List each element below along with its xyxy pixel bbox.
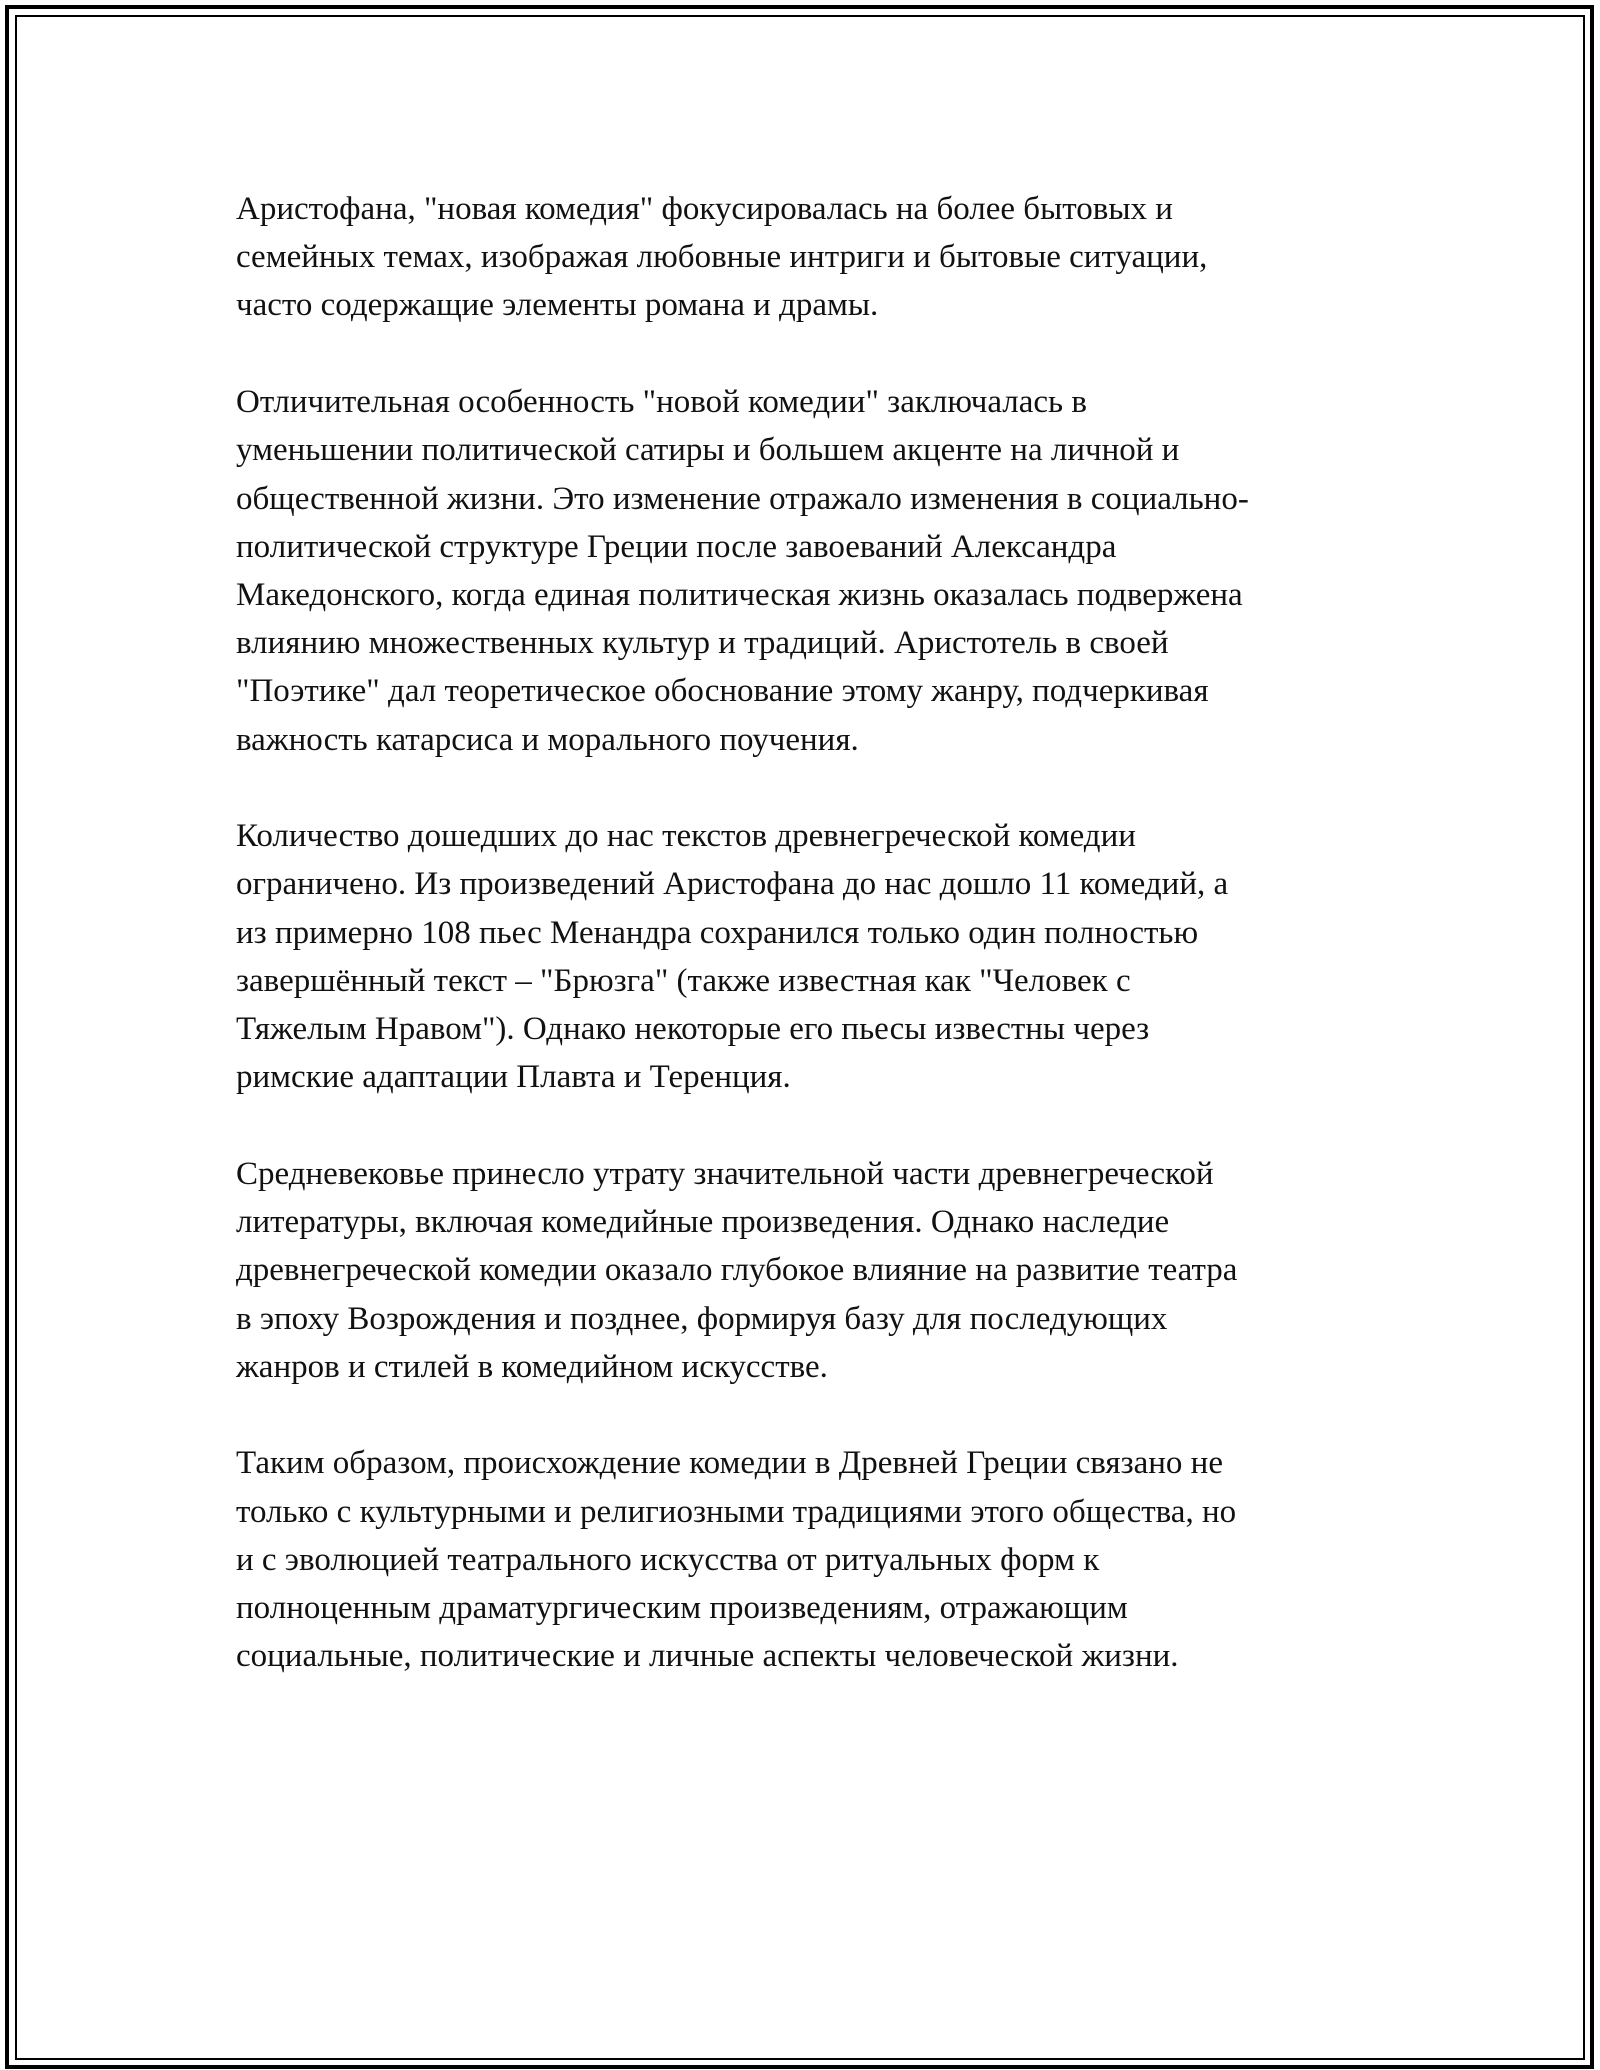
text-line: социальные, политические и личные аспекты человеческой жизни. xyxy=(236,1638,1179,1675)
text-line: Количество дошедших до нас текстов древнегреческой комедии xyxy=(236,818,1136,855)
document-body xyxy=(236,185,1396,1729)
text-line: уменьшении политической сатиры и большем акценте на личной и xyxy=(236,432,1180,469)
paragraph-new-comedy-features xyxy=(236,378,1396,764)
text-line: Средневековье принесло утрату значительной части древнегреческой xyxy=(236,1155,1214,1192)
text-line: Македонского, когда единая политическая жизнь оказалась подвержена xyxy=(236,576,1243,613)
text-line: завершённый текст – "Брюзга" (также известная как "Человек с xyxy=(236,962,1131,999)
text-line: важность катарсиса и морального поучения. xyxy=(236,721,859,758)
text-line: "Поэтике" дал теоретическое обоснование этому жанру, подчеркивая xyxy=(236,673,1209,710)
text-line: семейных темах, изображая любовные интриги и бытовые ситуации, xyxy=(236,239,1208,276)
paragraph-surviving-texts xyxy=(236,812,1396,1101)
text-line: ограничено. Из произведений Аристофана до нас дошло 11 комедий, а xyxy=(236,866,1229,903)
text-line: литературы, включая комедийные произведения. Однако наследие xyxy=(236,1204,1170,1241)
text-line: Таким образом, происхождение комедии в Древней Греции связано не xyxy=(236,1445,1223,1482)
text-line: в эпоху Возрождения и позднее, формируя базу для последующих xyxy=(236,1300,1168,1337)
text-line: жанров и стилей в комедийном искусстве. xyxy=(236,1348,828,1385)
paragraph-conclusion xyxy=(236,1439,1396,1680)
text-line: древнегреческой комедии оказало глубокое влияние на развитие театра xyxy=(236,1252,1238,1289)
text-line: политической структуре Греции после завоеваний Александра xyxy=(236,528,1117,565)
text-line: полноценным драматургическим произведениям, отражающим xyxy=(236,1590,1128,1627)
text-line: из примерно 108 пьес Менандра сохранился только один полностью xyxy=(236,914,1199,951)
text-line: Тяжелым Нравом"). Однако некоторые его пьесы известны через xyxy=(236,1011,1150,1048)
text-line: римские адаптации Плавта и Теренция. xyxy=(236,1059,791,1096)
text-line: Отличительная особенность "новой комедии" заключалась в xyxy=(236,384,1087,421)
text-line: часто содержащие элементы романа и драмы. xyxy=(236,287,879,324)
text-line: влиянию множественных культур и традиций. Аристотель в своей xyxy=(236,625,1169,662)
text-line: Аристофана, "новая комедия" фокусировалась на более бытовых и xyxy=(236,191,1173,227)
text-line: только с культурными и религиозными традициями этого общества, но xyxy=(236,1493,1237,1530)
paragraph-new-comedy-themes xyxy=(236,185,1396,330)
text-line: общественной жизни. Это изменение отражало изменения в социально- xyxy=(236,480,1249,517)
paragraph-middle-ages-legacy xyxy=(236,1150,1396,1391)
text-line: и с эволюцией театрального искусства от ритуальных форм к xyxy=(236,1541,1100,1578)
